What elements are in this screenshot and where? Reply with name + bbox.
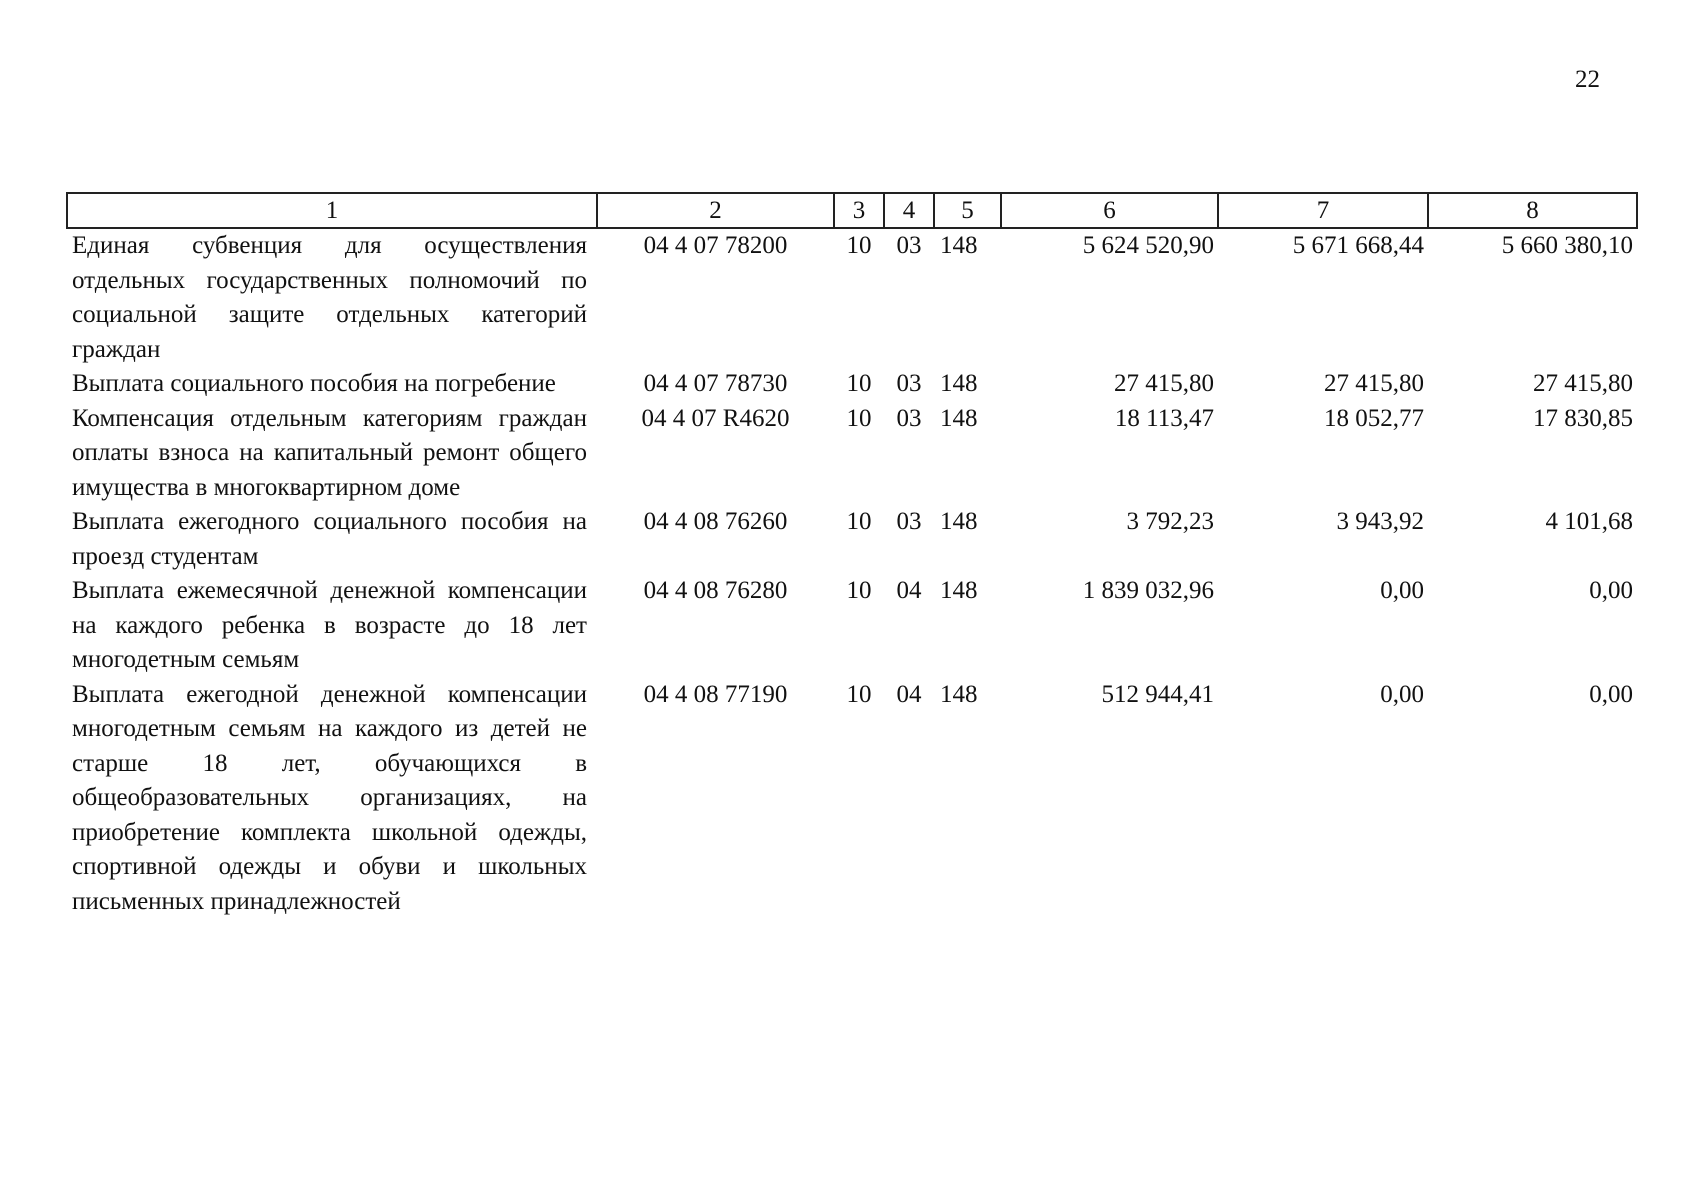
row-name-cell: Единая субвенция для осуществления отдельных государственных полномочий по социальной защите отдельных категорий граждан — [72, 232, 587, 363]
row-code-cell: 04 4 08 76280 — [643, 577, 788, 604]
row-code-cell: 04 4 07 R4620 — [641, 404, 790, 432]
row-type-cell: 148 — [940, 232, 978, 259]
row-amount-8-cell: 17 830,85 — [1533, 404, 1633, 432]
row-subsection-cell: 03 — [896, 508, 922, 535]
row-type-cell: 148 — [940, 370, 978, 397]
table-row — [67, 228, 1637, 367]
row-code-cell: 04 4 08 77190 — [643, 680, 788, 708]
row-amount-7-cell: 3 943,92 — [1336, 508, 1424, 535]
row-amount-8-cell: 0,00 — [1589, 577, 1633, 604]
row-type-cell: 148 — [940, 508, 978, 535]
row-amount-7-cell: 0,00 — [1380, 577, 1424, 604]
row-section-cell: 10 — [846, 577, 872, 604]
row-amount-6-cell: 18 113,47 — [1114, 404, 1214, 432]
row-subsection-cell: 04 — [896, 577, 922, 604]
row-amount-8-cell: 0,00 — [1589, 680, 1633, 708]
row-amount-7-cell: 5 671 668,44 — [1292, 232, 1424, 259]
row-amount-6-cell: 512 944,41 — [1101, 680, 1214, 708]
row-amount-6-cell: 5 624 520,90 — [1082, 232, 1214, 259]
row-section-cell: 10 — [846, 680, 872, 708]
column-header-2: 2 — [597, 193, 834, 228]
budget-table — [66, 192, 1638, 919]
table-header-row — [67, 193, 1637, 228]
row-name-cell: Выплата ежегодного социального пособия на проезд студентам — [72, 508, 587, 570]
row-amount-6-cell: 27 415,80 — [1114, 370, 1214, 397]
table-row — [67, 574, 1637, 678]
row-type-cell: 148 — [940, 577, 978, 604]
column-header-8: 8 — [1428, 193, 1637, 228]
row-section-cell: 10 — [846, 232, 872, 259]
row-section-cell: 10 — [846, 404, 872, 432]
table-row — [67, 678, 1637, 920]
row-name-cell: Выплата ежемесячной денежной компенсации на каждого ребенка в возрасте до 18 лет многодетным семьям — [72, 577, 587, 673]
row-amount-8-cell: 4 101,68 — [1545, 508, 1633, 535]
row-code-cell: 04 4 07 78200 — [643, 232, 788, 259]
row-amount-7-cell: 27 415,80 — [1324, 370, 1424, 397]
row-type-cell: 148 — [940, 404, 978, 432]
column-header-4: 4 — [884, 193, 934, 228]
table-row — [67, 367, 1637, 402]
page-number: 22 — [1575, 66, 1600, 93]
row-code-cell: 04 4 07 78730 — [643, 370, 788, 397]
row-amount-7-cell: 0,00 — [1380, 680, 1424, 708]
row-amount-6-cell: 3 792,23 — [1126, 508, 1214, 535]
row-name-cell: Выплата социального пособия на погребение — [72, 370, 556, 397]
row-section-cell: 10 — [846, 370, 872, 397]
column-header-3: 3 — [834, 193, 884, 228]
column-header-6: 6 — [1001, 193, 1218, 228]
column-header-7: 7 — [1218, 193, 1428, 228]
row-code-cell: 04 4 08 76260 — [643, 508, 788, 535]
column-header-5: 5 — [934, 193, 1001, 228]
row-name-cell: Компенсация отдельным категориям граждан оплаты взноса на капитальный ремонт общего имущества в многоквартирном доме — [72, 404, 587, 501]
row-subsection-cell: 03 — [896, 370, 922, 397]
row-amount-8-cell: 5 660 380,10 — [1501, 232, 1633, 259]
row-subsection-cell: 03 — [896, 232, 922, 259]
row-name-cell: Выплата ежегодной денежной компенсации многодетным семьям на каждого из детей не старше 18 лет, обучающихся в общеобразовательных организациях, на приобретение комплекта школьной одежды, спортивной одежды и обуви и школьных письменных принадлежностей — [72, 680, 587, 915]
column-header-1: 1 — [67, 193, 597, 228]
table-row — [67, 402, 1637, 506]
row-section-cell: 10 — [846, 508, 872, 535]
row-subsection-cell: 04 — [896, 680, 922, 708]
row-amount-7-cell: 18 052,77 — [1324, 404, 1424, 432]
table-row — [67, 505, 1637, 574]
row-type-cell: 148 — [940, 680, 978, 708]
row-subsection-cell: 03 — [896, 404, 922, 432]
row-amount-8-cell: 27 415,80 — [1533, 370, 1633, 397]
row-amount-6-cell: 1 839 032,96 — [1082, 577, 1214, 604]
